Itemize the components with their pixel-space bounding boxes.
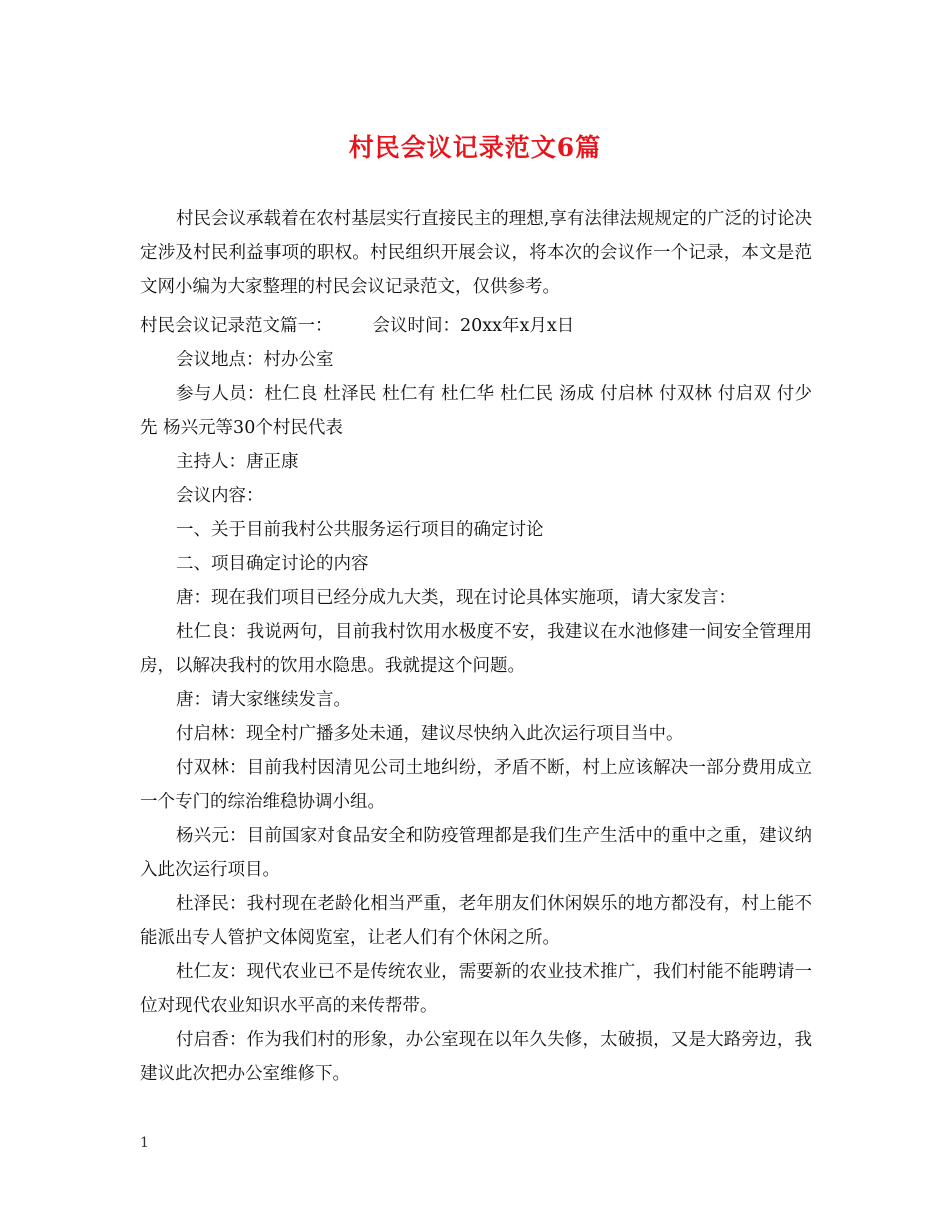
discussion-paragraph: 杜仁友：现代农业已不是传统农业，需要新的农业技术推广，我们村能不能聘请一位对现代农业知识水平高的来传帮带。 (140, 962, 812, 1016)
discussion-paragraph: 付启林：现全村广播多处未通，建议尽快纳入此次运行项目当中。 (176, 724, 684, 744)
document-title: 村民会议记录范文6篇 (348, 133, 602, 162)
agenda-item-2: 二、项目确定讨论的内容 (176, 554, 369, 574)
meeting-record (140, 309, 812, 1091)
discussion-paragraph: 杜仁良：我说两句，目前我村饮用水极度不安，我建议在水池修建一间安全管理用房，以解决我村的饮用水隐患。我就提这个问题。 (140, 622, 812, 676)
intro-paragraph (140, 202, 812, 304)
section-label: 村民会议记录范文篇一： (140, 316, 333, 336)
participants: 参与人员：杜仁良 杜泽民 杜仁有 杜仁华 杜仁民 汤成 付启林 付双林 付启双 付少先 杨兴元等30个村民代表 (140, 384, 812, 438)
agenda-item-1: 一、关于目前我村公共服务运行项目的确定讨论 (176, 520, 544, 540)
discussion-paragraph: 杨兴元：目前国家对食品安全和防疫管理都是我们生产生活中的重中之重，建议纳入此次运行项目。 (140, 826, 812, 880)
meeting-location: 会议地点：村办公室 (176, 350, 334, 370)
spacer (333, 309, 373, 343)
discussion-paragraph: 付启香：作为我们村的形象，办公室现在以年久失修，太破损，又是大路旁边，我建议此次把办公室维修下。 (140, 1030, 812, 1084)
discussion-paragraph: 唐：现在我们项目已经分成九大类，现在讨论具体实施项，请大家发言： (176, 588, 736, 608)
page-number: 1 (140, 1135, 149, 1151)
discussion-paragraph: 唐：请大家继续发言。 (176, 690, 351, 710)
intro-text: 村民会议承载着在农村基层实行直接民主的理想,享有法律法规规定的广泛的讨论决定涉及村民利益事项的职权。村民组织开展会议，将本次的会议作一个记录，本文是范文网小编为大家整理的村民会议记录范文，仅供参考。 (140, 209, 812, 297)
meeting-time: 会议时间：20xx年x月x日 (372, 316, 575, 336)
discussion-paragraph: 杜泽民：我村现在老龄化相当严重，老年朋友们休闲娱乐的地方都没有，村上能不能派出专人管护文体阅览室，让老人们有个休闲之所。 (140, 894, 812, 948)
meeting-content-label: 会议内容： (176, 486, 264, 506)
discussion-paragraph: 付双林：目前我村因清见公司土地纠纷，矛盾不断，村上应该解决一部分费用成立一个专门的综治维稳协调小组。 (140, 758, 812, 812)
section-heading-line (140, 309, 812, 343)
host: 主持人：唐正康 (176, 452, 299, 472)
